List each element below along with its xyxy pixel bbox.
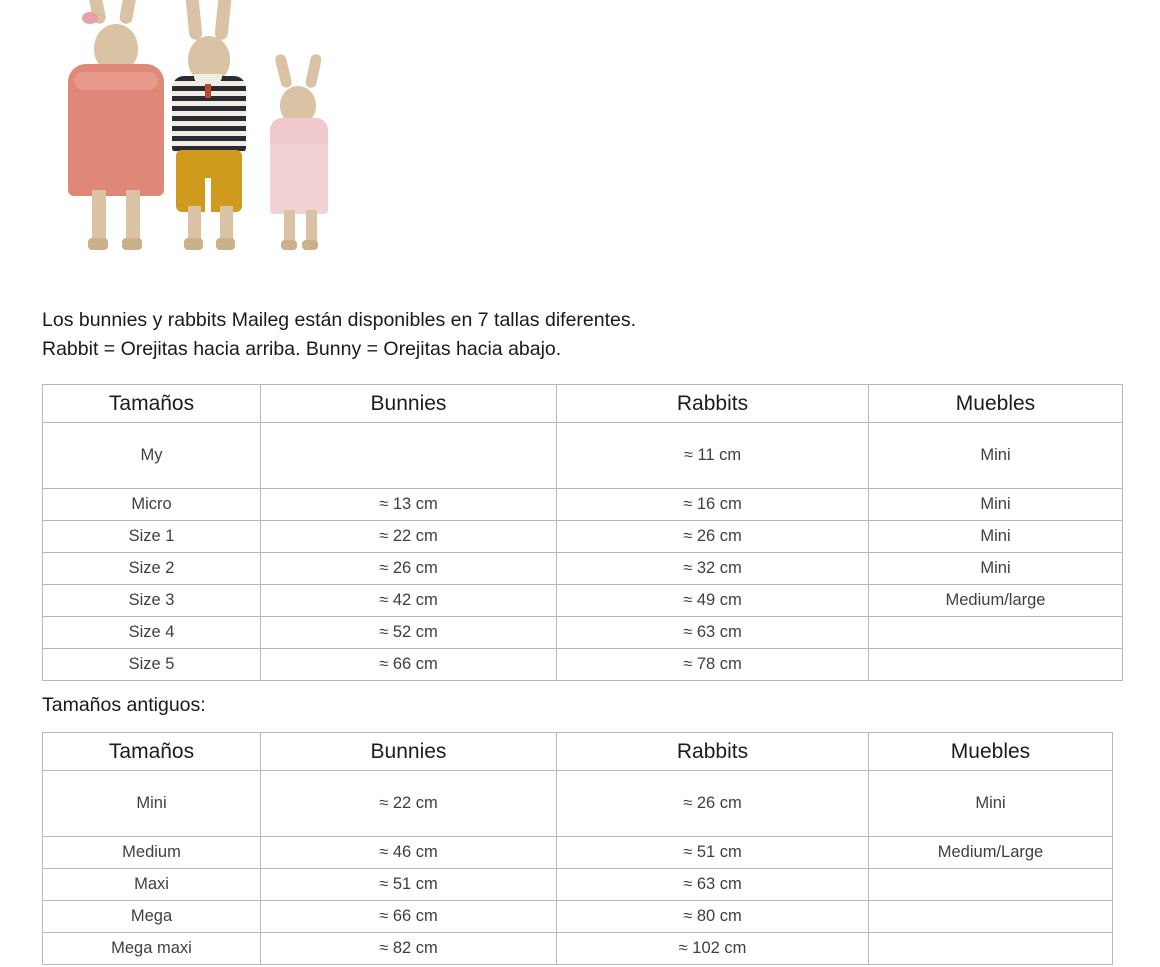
intro-line-2: Rabbit = Orejitas hacia arriba. Bunny = Orejitas hacia abajo. (42, 338, 562, 360)
table-header-row (43, 385, 1123, 423)
cell-bunnies: ≈ 13 cm (261, 489, 557, 521)
column-header-bunnies: Bunnies (261, 733, 557, 771)
cell-muebles (869, 649, 1123, 681)
ear-left-shape (182, 0, 203, 40)
cell-muebles: Mini (869, 489, 1123, 521)
bow-shape (82, 12, 98, 24)
cell-rabbits: ≈ 32 cm (557, 553, 869, 585)
cell-size: Mega (43, 901, 261, 933)
leg-right-shape (126, 190, 140, 242)
foot-right-shape (302, 240, 318, 250)
cell-rabbits: ≈ 26 cm (557, 521, 869, 553)
cell-rabbits: ≈ 49 cm (557, 585, 869, 617)
pants-shape (176, 150, 242, 212)
foot-right-shape (122, 238, 142, 250)
cell-muebles: Medium/large (869, 585, 1123, 617)
cell-muebles (869, 869, 1113, 901)
cell-size: My (43, 423, 261, 489)
column-header-rabbits: Rabbits (557, 733, 869, 771)
cell-rabbits: ≈ 11 cm (557, 423, 869, 489)
cell-muebles: Medium/Large (869, 837, 1113, 869)
ear-right-shape (305, 53, 323, 89)
table-row (43, 837, 1113, 869)
current-sizes-table (42, 384, 1123, 681)
table-row (43, 521, 1123, 553)
table-row (43, 553, 1123, 585)
cell-rabbits: ≈ 80 cm (557, 901, 869, 933)
rabbit-doll (160, 0, 264, 252)
cell-size: Size 4 (43, 617, 261, 649)
cell-muebles (869, 933, 1113, 965)
cell-muebles: Mini (869, 521, 1123, 553)
cell-bunnies (261, 423, 557, 489)
cell-size: Mini (43, 771, 261, 837)
cell-size: Size 1 (43, 521, 261, 553)
table-row (43, 901, 1113, 933)
ear-left-shape (274, 53, 293, 89)
cell-rabbits: ≈ 63 cm (557, 617, 869, 649)
cell-size: Maxi (43, 869, 261, 901)
table-header-row (43, 733, 1113, 771)
cell-bunnies: ≈ 66 cm (261, 649, 557, 681)
cell-bunnies: ≈ 26 cm (261, 553, 557, 585)
cell-rabbits: ≈ 26 cm (557, 771, 869, 837)
dress-shape (270, 118, 328, 214)
table-row (43, 649, 1123, 681)
table-row (43, 585, 1123, 617)
old-sizes-subtitle: Tamaños antiguos: (42, 694, 206, 716)
column-header-muebles: Muebles (869, 385, 1123, 423)
cell-rabbits: ≈ 51 cm (557, 837, 869, 869)
foot-left-shape (281, 240, 297, 250)
bunny-family-illustration (42, 0, 342, 252)
table-row (43, 617, 1123, 649)
cell-size: Micro (43, 489, 261, 521)
cell-muebles: Mini (869, 553, 1123, 585)
table-row (43, 771, 1113, 837)
leg-left-shape (284, 210, 295, 244)
leg-left-shape (92, 190, 106, 242)
leg-right-shape (220, 206, 233, 242)
cell-bunnies: ≈ 52 cm (261, 617, 557, 649)
leg-left-shape (188, 206, 201, 242)
table-row (43, 423, 1123, 489)
cell-bunnies: ≈ 82 cm (261, 933, 557, 965)
cell-size: Mega maxi (43, 933, 261, 965)
cell-bunnies: ≈ 22 cm (261, 521, 557, 553)
column-header-rabbits: Rabbits (557, 385, 869, 423)
table-row (43, 869, 1113, 901)
cell-bunnies: ≈ 51 cm (261, 869, 557, 901)
cell-size: Medium (43, 837, 261, 869)
cell-muebles (869, 617, 1123, 649)
table-row (43, 489, 1123, 521)
leg-right-shape (306, 210, 317, 244)
foot-left-shape (184, 238, 203, 250)
cell-rabbits: ≈ 63 cm (557, 869, 869, 901)
intro-text (42, 306, 1122, 364)
cell-rabbits: ≈ 78 cm (557, 649, 869, 681)
column-header-tamanos: Tamaños (43, 385, 261, 423)
foot-right-shape (216, 238, 235, 250)
foot-left-shape (88, 238, 108, 250)
column-header-tamanos: Tamaños (43, 733, 261, 771)
cell-bunnies: ≈ 66 cm (261, 901, 557, 933)
cell-size: Size 2 (43, 553, 261, 585)
cell-muebles: Mini (869, 771, 1113, 837)
small-bunny-doll (256, 68, 342, 252)
ear-right-shape (214, 0, 235, 40)
cell-bunnies: ≈ 46 cm (261, 837, 557, 869)
cell-muebles (869, 901, 1113, 933)
cell-size: Size 5 (43, 649, 261, 681)
old-sizes-table (42, 732, 1113, 965)
cell-rabbits: ≈ 16 cm (557, 489, 869, 521)
cell-rabbits: ≈ 102 cm (557, 933, 869, 965)
column-header-muebles: Muebles (869, 733, 1113, 771)
tie-shape (205, 84, 211, 98)
ear-right-shape (119, 0, 139, 25)
column-header-bunnies: Bunnies (261, 385, 557, 423)
cell-bunnies: ≈ 42 cm (261, 585, 557, 617)
cell-bunnies: ≈ 22 cm (261, 771, 557, 837)
dress-shape (68, 64, 164, 196)
cell-muebles: Mini (869, 423, 1123, 489)
intro-line-1: Los bunnies y rabbits Maileg están disponibles en 7 tallas diferentes. (42, 309, 637, 331)
cell-size: Size 3 (43, 585, 261, 617)
table-row (43, 933, 1113, 965)
